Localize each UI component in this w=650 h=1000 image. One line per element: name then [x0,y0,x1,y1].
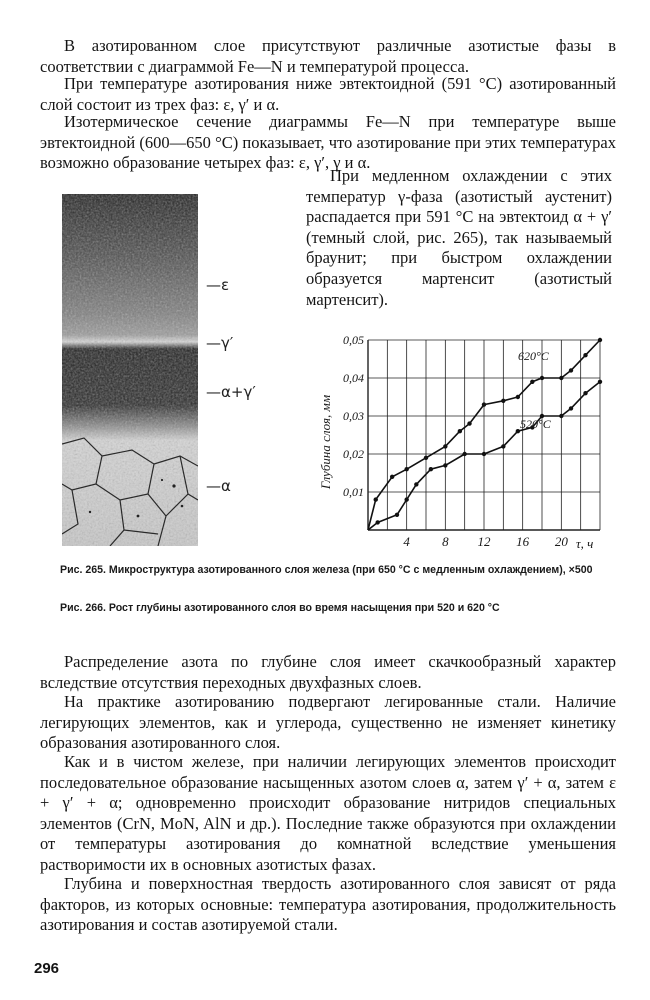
series-point-1 [501,444,505,448]
y-tick-label: 0,03 [343,409,364,423]
micro-label-alpha-gamma: —α+γ′ [206,383,256,401]
series-point-0 [443,444,447,448]
paragraph-8: Глубина и поверхностная твердость азотированного слоя зависят от ряда факторов, из которых основные: температура азотирования, продолжительность азотирования и состав азотируемой стали. [40,874,616,935]
series-point-1 [443,463,447,467]
paragraph-5: Распределение азота по глубине слоя имеет скачкообразный характер вследствие отсутствия переходных двухфазных слоев. [40,652,616,692]
series-point-0 [374,497,378,501]
series-point-0 [501,399,505,403]
page-number: 296 [34,960,60,977]
paragraph-7: Как и в чистом железе, при наличии легирующих элементов происходит последовательное образование насыщенных азотом слоев α, затем γ′ + α, затем ε + γ′ + α; одновременно происходит образование нитридов специальных элементов (CrN, MoN, AlN и др.). Последние также образуются при охлаждении от температуры азотирования до комнатной вследствие уменьшения растворимости их в основных азотистых фазах. [40,752,616,874]
figure-266-caption: Рис. 266. Рост глубины азотированного слоя во время насыщения при 520 и 620 °С [60,602,500,614]
series-point-1 [559,414,563,418]
micro-label-alpha: —α [206,477,231,495]
series-point-0 [569,368,573,372]
chart-grid [368,340,600,530]
paragraph-2: При температуре азотирования ниже эвтектоидной (591 °С) азотированный слой состоит из трех фаз: ε, γ′ и α. [40,74,616,114]
series-point-0 [583,353,587,357]
chart-ticks [343,333,568,549]
series-point-1 [414,482,418,486]
series-point-0 [540,376,544,380]
micrograph-image [62,194,198,546]
series-point-1 [395,513,399,517]
series-point-0 [516,395,520,399]
micro-label-gamma-prime: —γ′ [206,334,234,352]
x-tick-label: 12 [477,534,491,549]
chart-x-axis-label: τ, ч [576,536,594,551]
series-point-0 [424,456,428,460]
series-point-1 [598,380,602,384]
x-tick-label: 4 [403,534,410,549]
y-tick-label: 0,04 [343,371,364,385]
paragraph-3: Изотермическое сечение диаграммы Fe—N при температуре выше эвтектоидной (600—650 °С) показывает, что азотирование при этих температурах возможно образование четырех фаз: ε, γ′, γ и α. [40,112,616,173]
paragraph-4: При медленном охлаждении с этих температур γ-фаза (азотистый аустенит) распадается при 591 °С на эвтектоид α + γ′ (темный слой, рис. 265), так называемый браунит; при быстром охлаждении образуется мартенсит (азотистый мартенсит). [306,166,612,309]
series-point-1 [429,467,433,471]
paragraph-1: В азотированном слое присутствуют различные азотистые фазы в соответствии с диаграммой Fe—N и температурой процесса. [40,36,616,76]
y-tick-label: 0,02 [343,447,364,461]
series-point-0 [404,467,408,471]
x-tick-label: 20 [554,534,568,549]
series-point-1 [404,497,408,501]
series-point-1 [583,391,587,395]
y-tick-label: 0,05 [343,333,364,347]
series-point-1 [375,520,379,524]
x-tick-label: 16 [516,534,530,549]
series-point-0 [559,376,563,380]
chart-series [368,338,602,530]
series-label-520: 520°С [520,417,551,431]
series-point-0 [390,475,394,479]
x-tick-label: 8 [442,534,449,549]
figure-265-caption: Рис. 265. Микроструктура азотированного слоя железа (при 650 °С с медленным охлаждением), ×500 [60,564,593,576]
paragraph-6: На практике азотированию подвергают легированные стали. Наличие легирующих элементов, как и углерода, существенно не изменяет кинетику образования азотированного слоя. [40,692,616,753]
y-tick-label: 0,01 [343,485,364,499]
series-point-0 [530,380,534,384]
series-point-1 [569,406,573,410]
chart-y-axis-label: Глубина слоя, мм [318,394,333,490]
depth-growth-chart [312,324,624,560]
series-point-1 [482,452,486,456]
series-point-0 [598,338,602,342]
series-point-0 [467,421,471,425]
series-point-0 [458,429,462,433]
micro-label-epsilon: —ε [206,276,230,294]
series-label-620: 620°С [518,349,549,363]
series-point-0 [482,402,486,406]
series-point-1 [462,452,466,456]
